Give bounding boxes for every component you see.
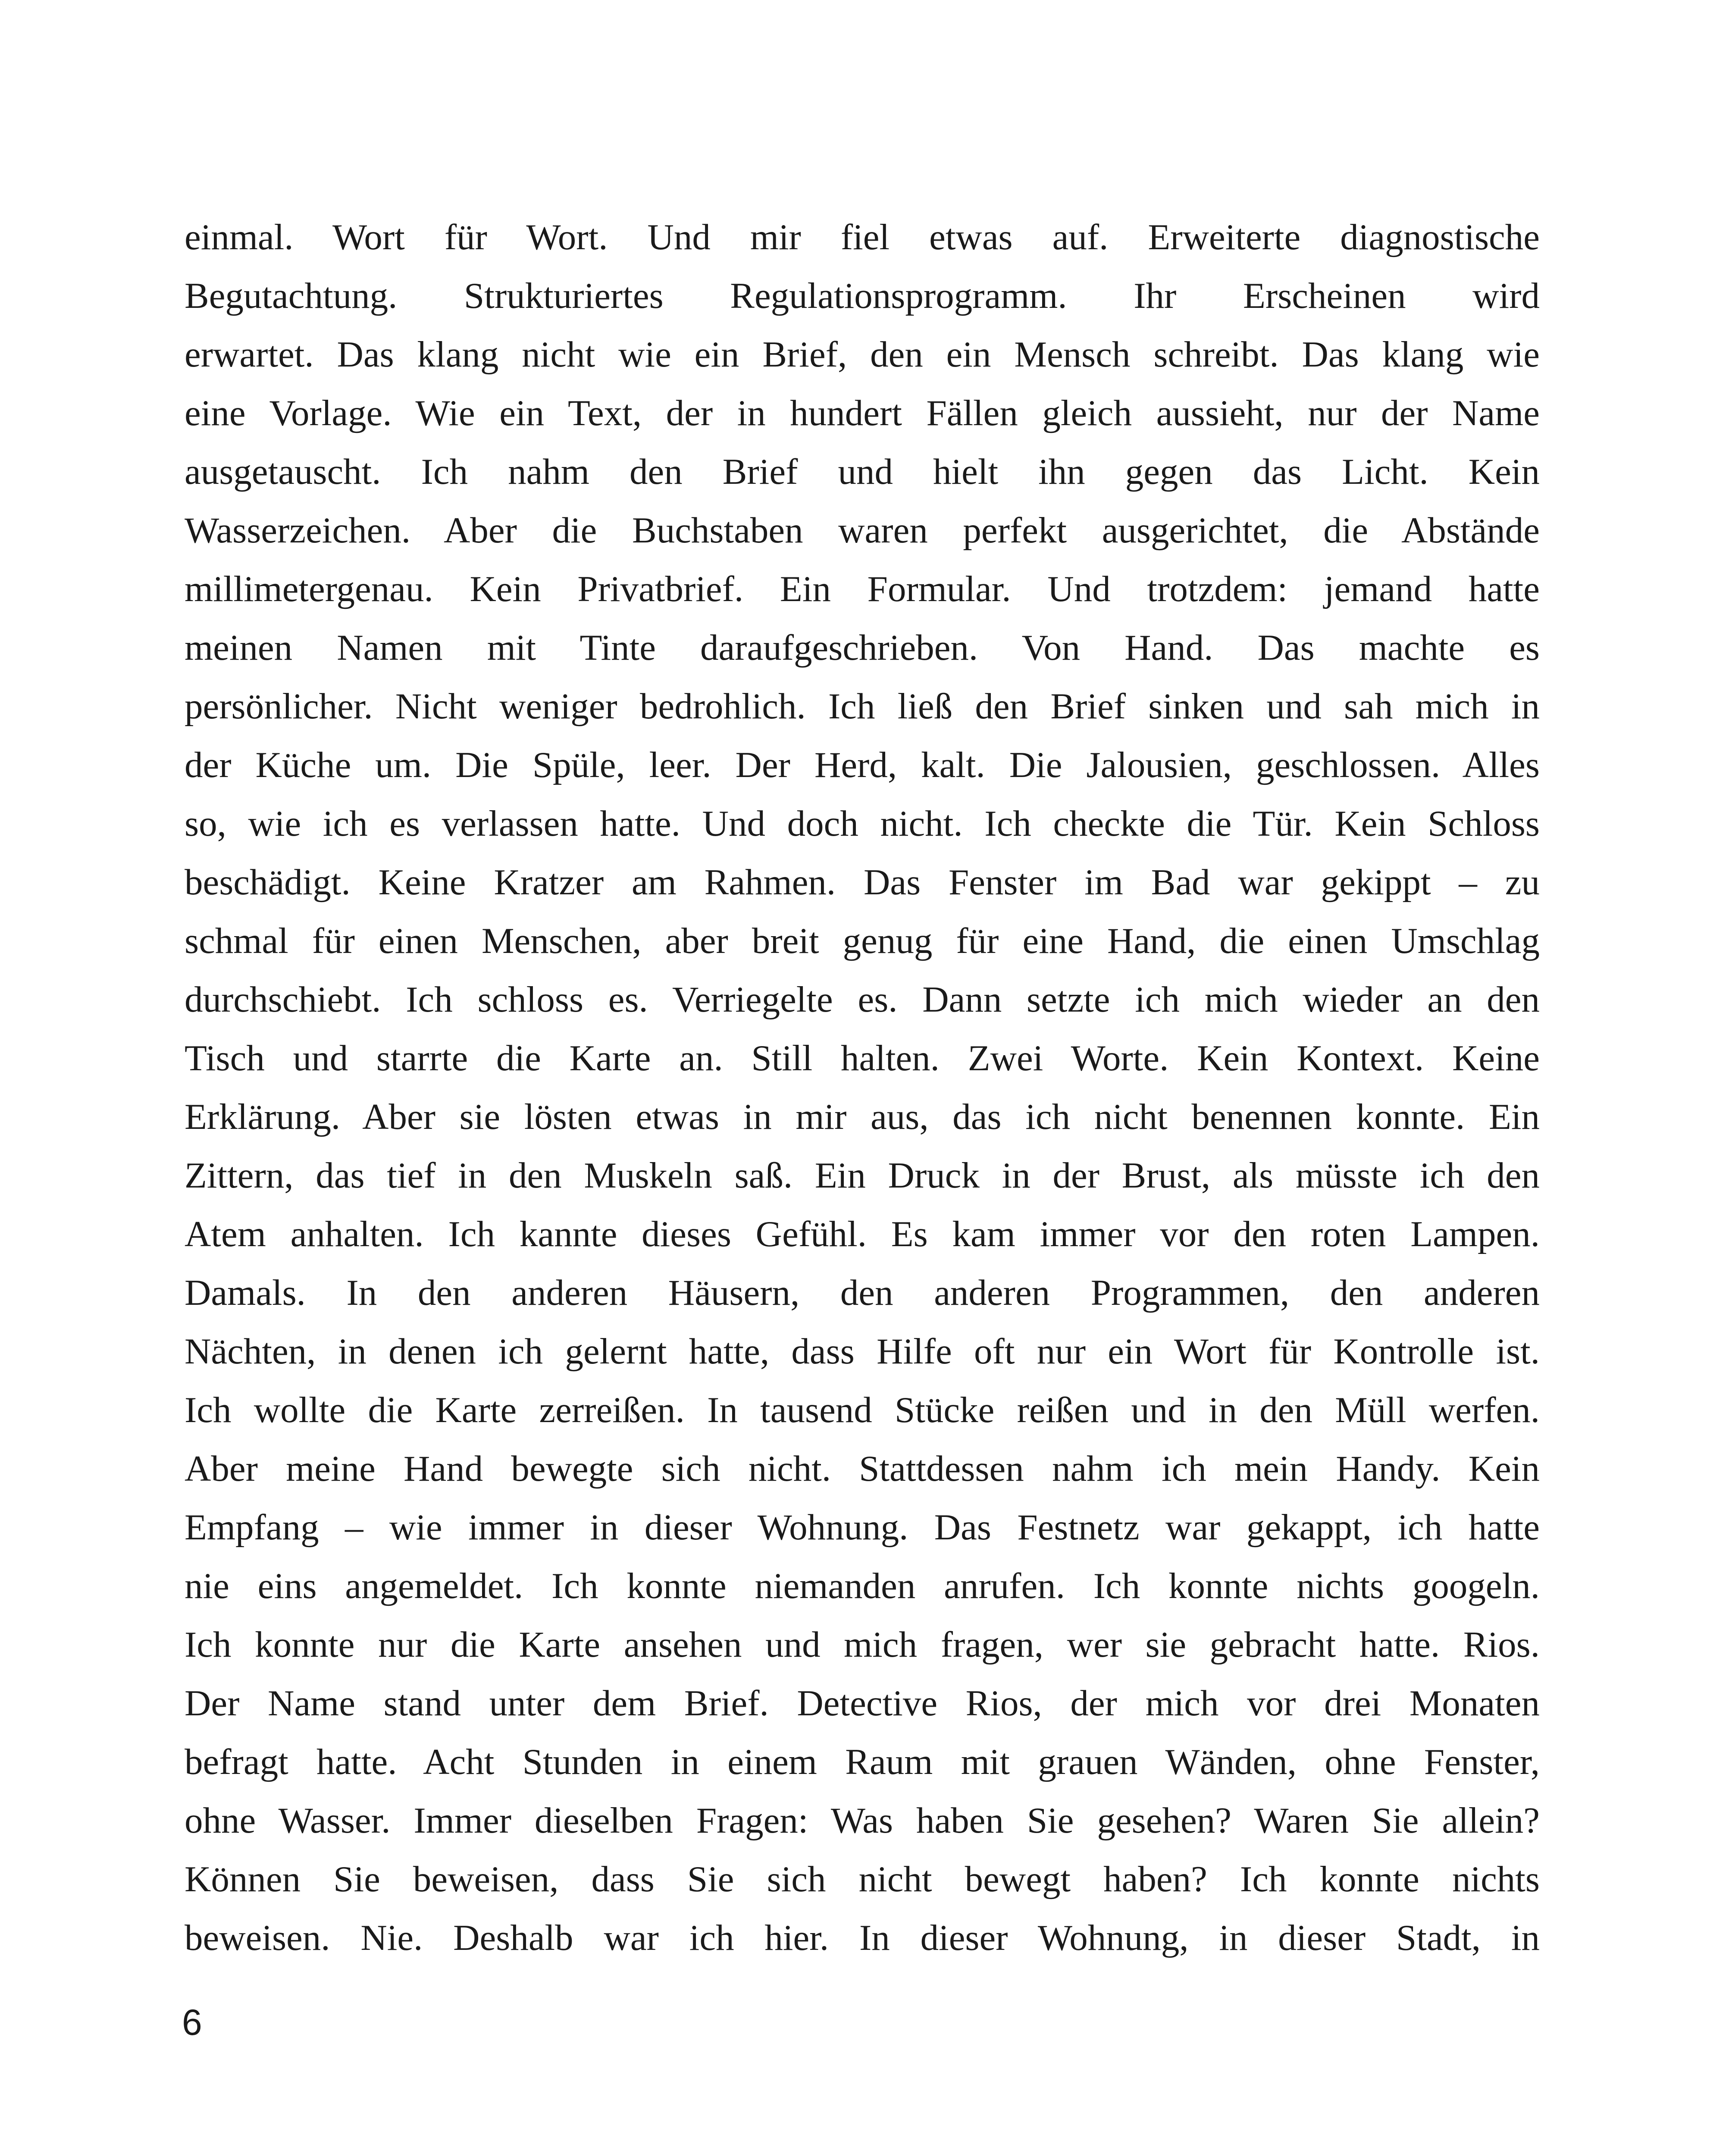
text-line: eine Vorlage. Wie ein Text, der in hundert Fällen gleich aussieht, nur der Name	[185, 393, 1540, 433]
text-line: Nächten, in denen ich gelernt hatte, dass Hilfe oft nur ein Wort für Kontrolle ist.	[185, 1331, 1540, 1372]
text-line: Erklärung. Aber sie lösten etwas in mir aus, das ich nicht benennen konnte. Ein	[185, 1097, 1540, 1137]
text-line: ohne Wasser. Immer dieselben Fragen: Was haben Sie gesehen? Waren Sie allein?	[185, 1800, 1540, 1841]
text-line: befragt hatte. Acht Stunden in einem Raum mit grauen Wänden, ohne Fenster,	[185, 1742, 1540, 1782]
text-line: erwartet. Das klang nicht wie ein Brief, den ein Mensch schreibt. Das klang wie	[185, 334, 1540, 375]
text-line: Damals. In den anderen Häusern, den anderen Programmen, den anderen	[185, 1272, 1540, 1313]
text-line: persönlicher. Nicht weniger bedrohlich. Ich ließ den Brief sinken und sah mich in	[185, 686, 1540, 727]
text-line: Ich konnte nur die Karte ansehen und mich fragen, wer sie gebracht hatte. Rios.	[185, 1624, 1540, 1665]
text-line: Atem anhalten. Ich kannte dieses Gefühl. Es kam immer vor den roten Lampen.	[185, 1214, 1540, 1254]
text-line: Der Name stand unter dem Brief. Detective Rios, der mich vor drei Monaten	[185, 1683, 1540, 1724]
text-line: Können Sie beweisen, dass Sie sich nicht bewegt haben? Ich konnte nichts	[185, 1859, 1540, 1899]
text-line: Aber meine Hand bewegte sich nicht. Stattdessen nahm ich mein Handy. Kein	[185, 1448, 1540, 1489]
text-line: Empfang – wie immer in dieser Wohnung. Das Festnetz war gekappt, ich hatte	[185, 1507, 1540, 1548]
text-line: Wasserzeichen. Aber die Buchstaben waren perfekt ausgerichtet, die Abstände	[185, 510, 1540, 551]
text-line: schmal für einen Menschen, aber breit genug für eine Hand, die einen Umschlag	[185, 921, 1540, 961]
text-line: der Küche um. Die Spüle, leer. Der Herd, kalt. Die Jalousien, geschlossen. Alles	[185, 745, 1540, 785]
text-line: Ich wollte die Karte zerreißen. In tausend Stücke reißen und in den Müll werfen.	[185, 1390, 1540, 1430]
text-line: durchschiebt. Ich schloss es. Verriegelte es. Dann setzte ich mich wieder an den	[185, 979, 1540, 1020]
text-line: beweisen. Nie. Deshalb war ich hier. In dieser Wohnung, in dieser Stadt, in	[185, 1918, 1540, 1958]
text-line: millimetergenau. Kein Privatbrief. Ein Formular. Und trotzdem: jemand hatte	[185, 569, 1540, 609]
text-line: Zittern, das tief in den Muskeln saß. Ein Druck in der Brust, als müsste ich den	[185, 1155, 1540, 1196]
text-line: meinen Namen mit Tinte daraufgeschrieben. Von Hand. Das machte es	[185, 627, 1540, 668]
text-line: ausgetauscht. Ich nahm den Brief und hielt ihn gegen das Licht. Kein	[185, 451, 1540, 492]
page-number: 6	[182, 2002, 202, 2043]
text-line: Tisch und starrte die Karte an. Still halten. Zwei Worte. Kein Kontext. Keine	[185, 1038, 1540, 1078]
text-line: so, wie ich es verlassen hatte. Und doch nicht. Ich checkte die Tür. Kein Schloss	[185, 803, 1540, 844]
text-line: nie eins angemeldet. Ich konnte niemanden anrufen. Ich konnte nichts googeln.	[185, 1566, 1540, 1606]
body-text	[185, 208, 1540, 1967]
text-line: beschädigt. Keine Kratzer am Rahmen. Das Fenster im Bad war gekippt – zu	[185, 862, 1540, 903]
text-line: einmal. Wort für Wort. Und mir fiel etwas auf. Erweiterte diagnostische	[185, 217, 1540, 257]
text-line: Begutachtung. Strukturiertes Regulationsprogramm. Ihr Erscheinen wird	[185, 276, 1540, 316]
